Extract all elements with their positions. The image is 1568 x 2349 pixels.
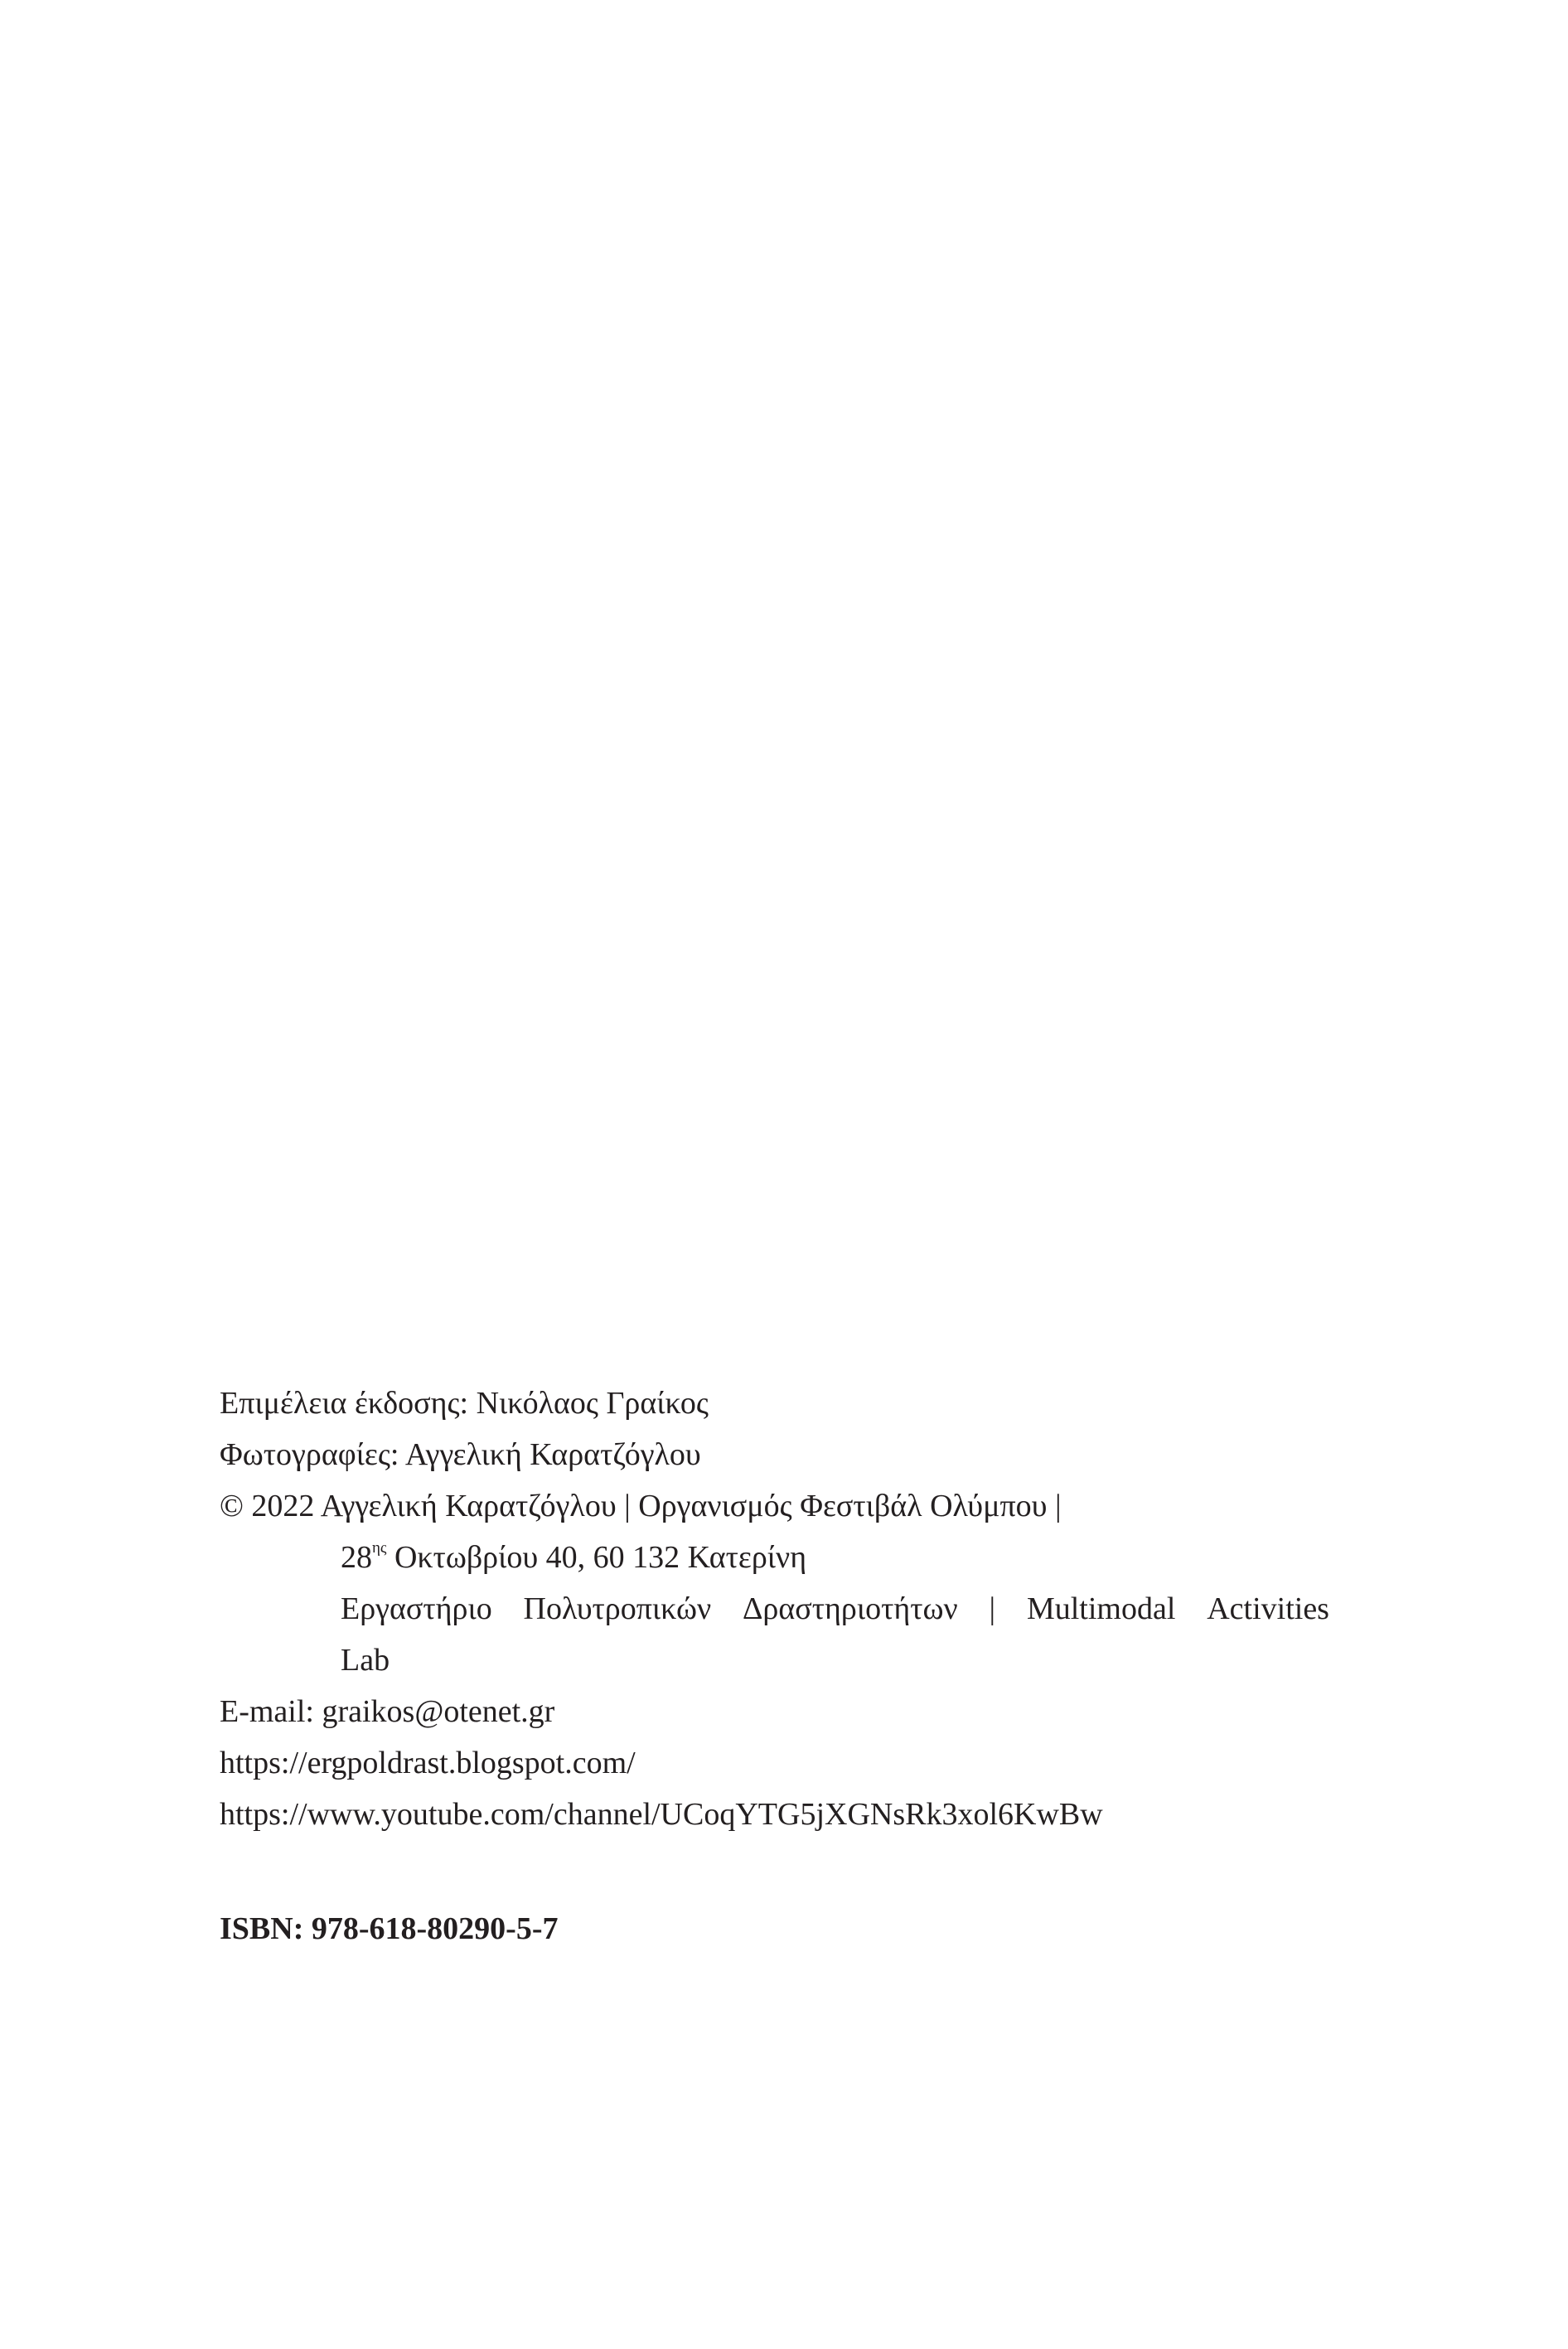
lab-name-line (220, 1583, 1329, 1635)
lab-separator: | (989, 1591, 996, 1626)
email-line: E-mail: graikos@otenet.gr (220, 1694, 555, 1729)
isbn-line: ISBN: 978-618-80290-5-7 (220, 1911, 559, 1946)
lab-word: Δραστηριοτήτων (742, 1591, 958, 1626)
lab-word: Εργαστήριο (341, 1591, 492, 1626)
copyright-line: © 2022 Αγγελική Καρατζόγλου | Οργανισμός Φεστιβάλ Ολύμπου | (220, 1489, 1062, 1523)
lab-word: Multimodal (1026, 1591, 1176, 1626)
lab-name-continuation: Lab (341, 1643, 390, 1678)
lab-word: Πολυτροπικών (523, 1591, 712, 1626)
editor-line: Επιμέλεια έκδοσης: Νικόλαος Γραίκος (220, 1386, 709, 1421)
address-suffix: ης (372, 1539, 387, 1557)
photos-credit-line: Φωτογραφίες: Αγγελική Καρατζόγλου (220, 1437, 701, 1472)
address-number: 28 (341, 1540, 372, 1575)
blog-link[interactable]: https://ergpoldrast.blogspot.com/ (220, 1746, 636, 1780)
lab-word: Activities (1207, 1591, 1329, 1626)
address-line (220, 1532, 1338, 1583)
colophon-block (220, 1378, 1338, 1840)
address-rest: Οκτωβρίου 40, 60 132 Κατερίνη (386, 1540, 807, 1575)
youtube-link[interactable]: https://www.youtube.com/channel/UCoqYTG5jXGNsRk3xol6KwBw (220, 1797, 1103, 1832)
